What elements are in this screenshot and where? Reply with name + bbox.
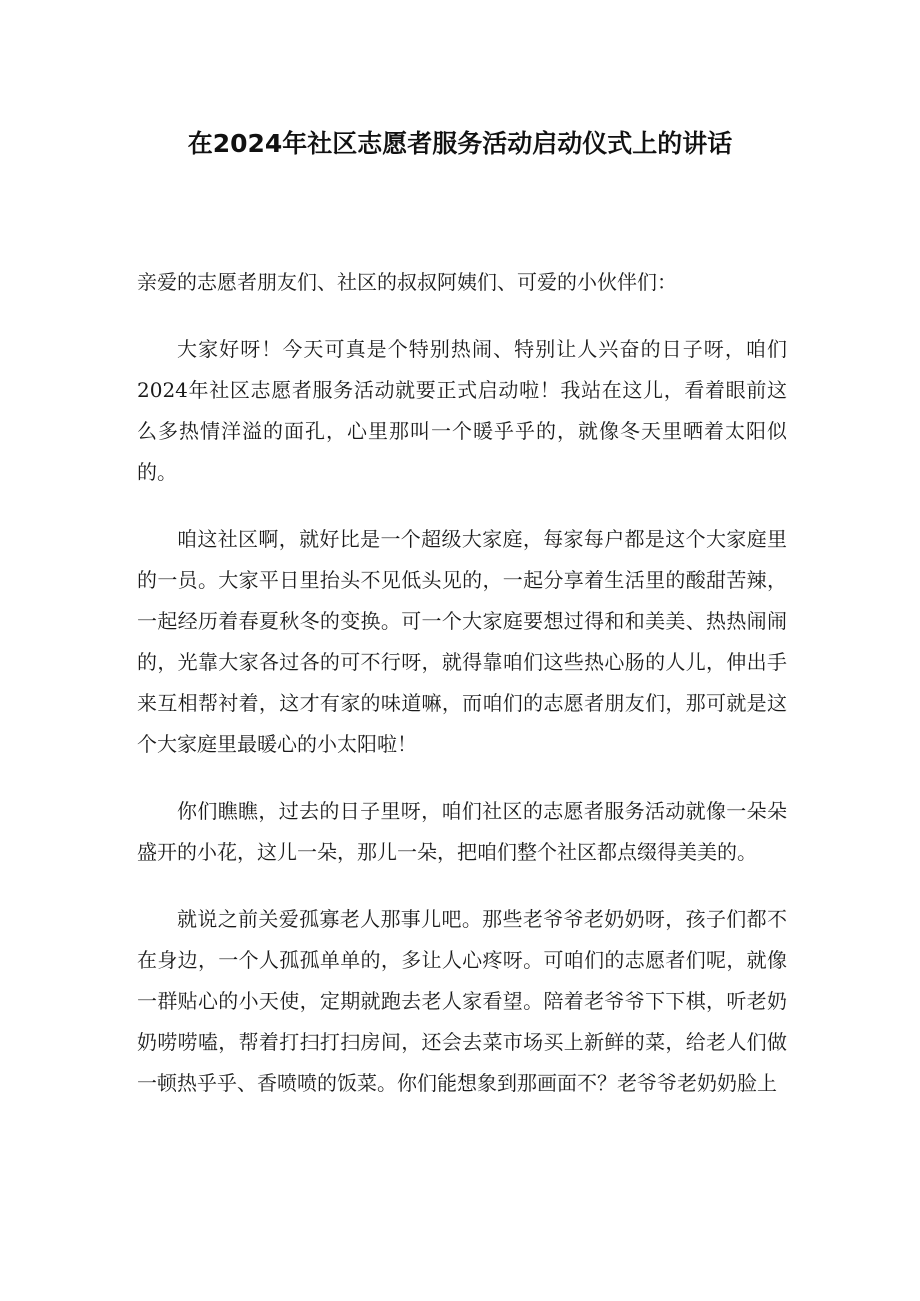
paragraph-1: 大家好呀！今天可真是个特别热闹、特别让人兴奋的日子呀，咱们2024年社区志愿者服务活动就要正式启动啦！我站在这儿，看着眼前这么多热情洋溢的面孔，心里那叫一个暖乎乎的，就像冬天里晒着太阳似的。 (137, 337, 787, 484)
paragraph-3: 你们瞧瞧，过去的日子里呀，咱们社区的志愿者服务活动就像一朵朵盛开的小花，这儿一朵，那儿一朵，把咱们整个社区都点缀得美美的。 (137, 799, 787, 864)
paragraph-4: 就说之前关爱孤寡老人那事儿吧。那些老爷爷老奶奶呀，孩子们都不在身边，一个人孤孤单单的，多让人心疼呀。可咱们的志愿者们呢，就像一群贴心的小天使，定期就跑去老人家看望。陪着老爷爷下下棋，听老奶奶唠唠嗑，帮着打扫打扫房间，还会去菜市场买上新鲜的菜，给老人们做一顿热乎乎、香喷喷的饭菜。你们能想象到那画面不？老爷爷老奶奶脸上 (137, 907, 787, 1095)
salutation: 亲爱的志愿者朋友们、社区的叔叔阿姨们、可爱的小伙伴们： (137, 270, 677, 294)
document-body (137, 262, 787, 1104)
document-title: 在2024年社区志愿者服务活动启动仪式上的讲话 (187, 129, 733, 158)
paragraph-2: 咱这社区啊，就好比是一个超级大家庭，每家每户都是这个大家庭里的一员。大家平日里抬头不见低头见的，一起分享着生活里的酸甜苦辣，一起经历着春夏秋冬的变换。可一个大家庭要想过得和和美美、热热闹闹的，光靠大家各过各的可不行呀，就得靠咱们这些热心肠的人儿，伸出手来互相帮衬着，这才有家的味道嘛，而咱们的志愿者朋友们，那可就是这个大家庭里最暖心的小太阳啦！ (137, 527, 787, 756)
